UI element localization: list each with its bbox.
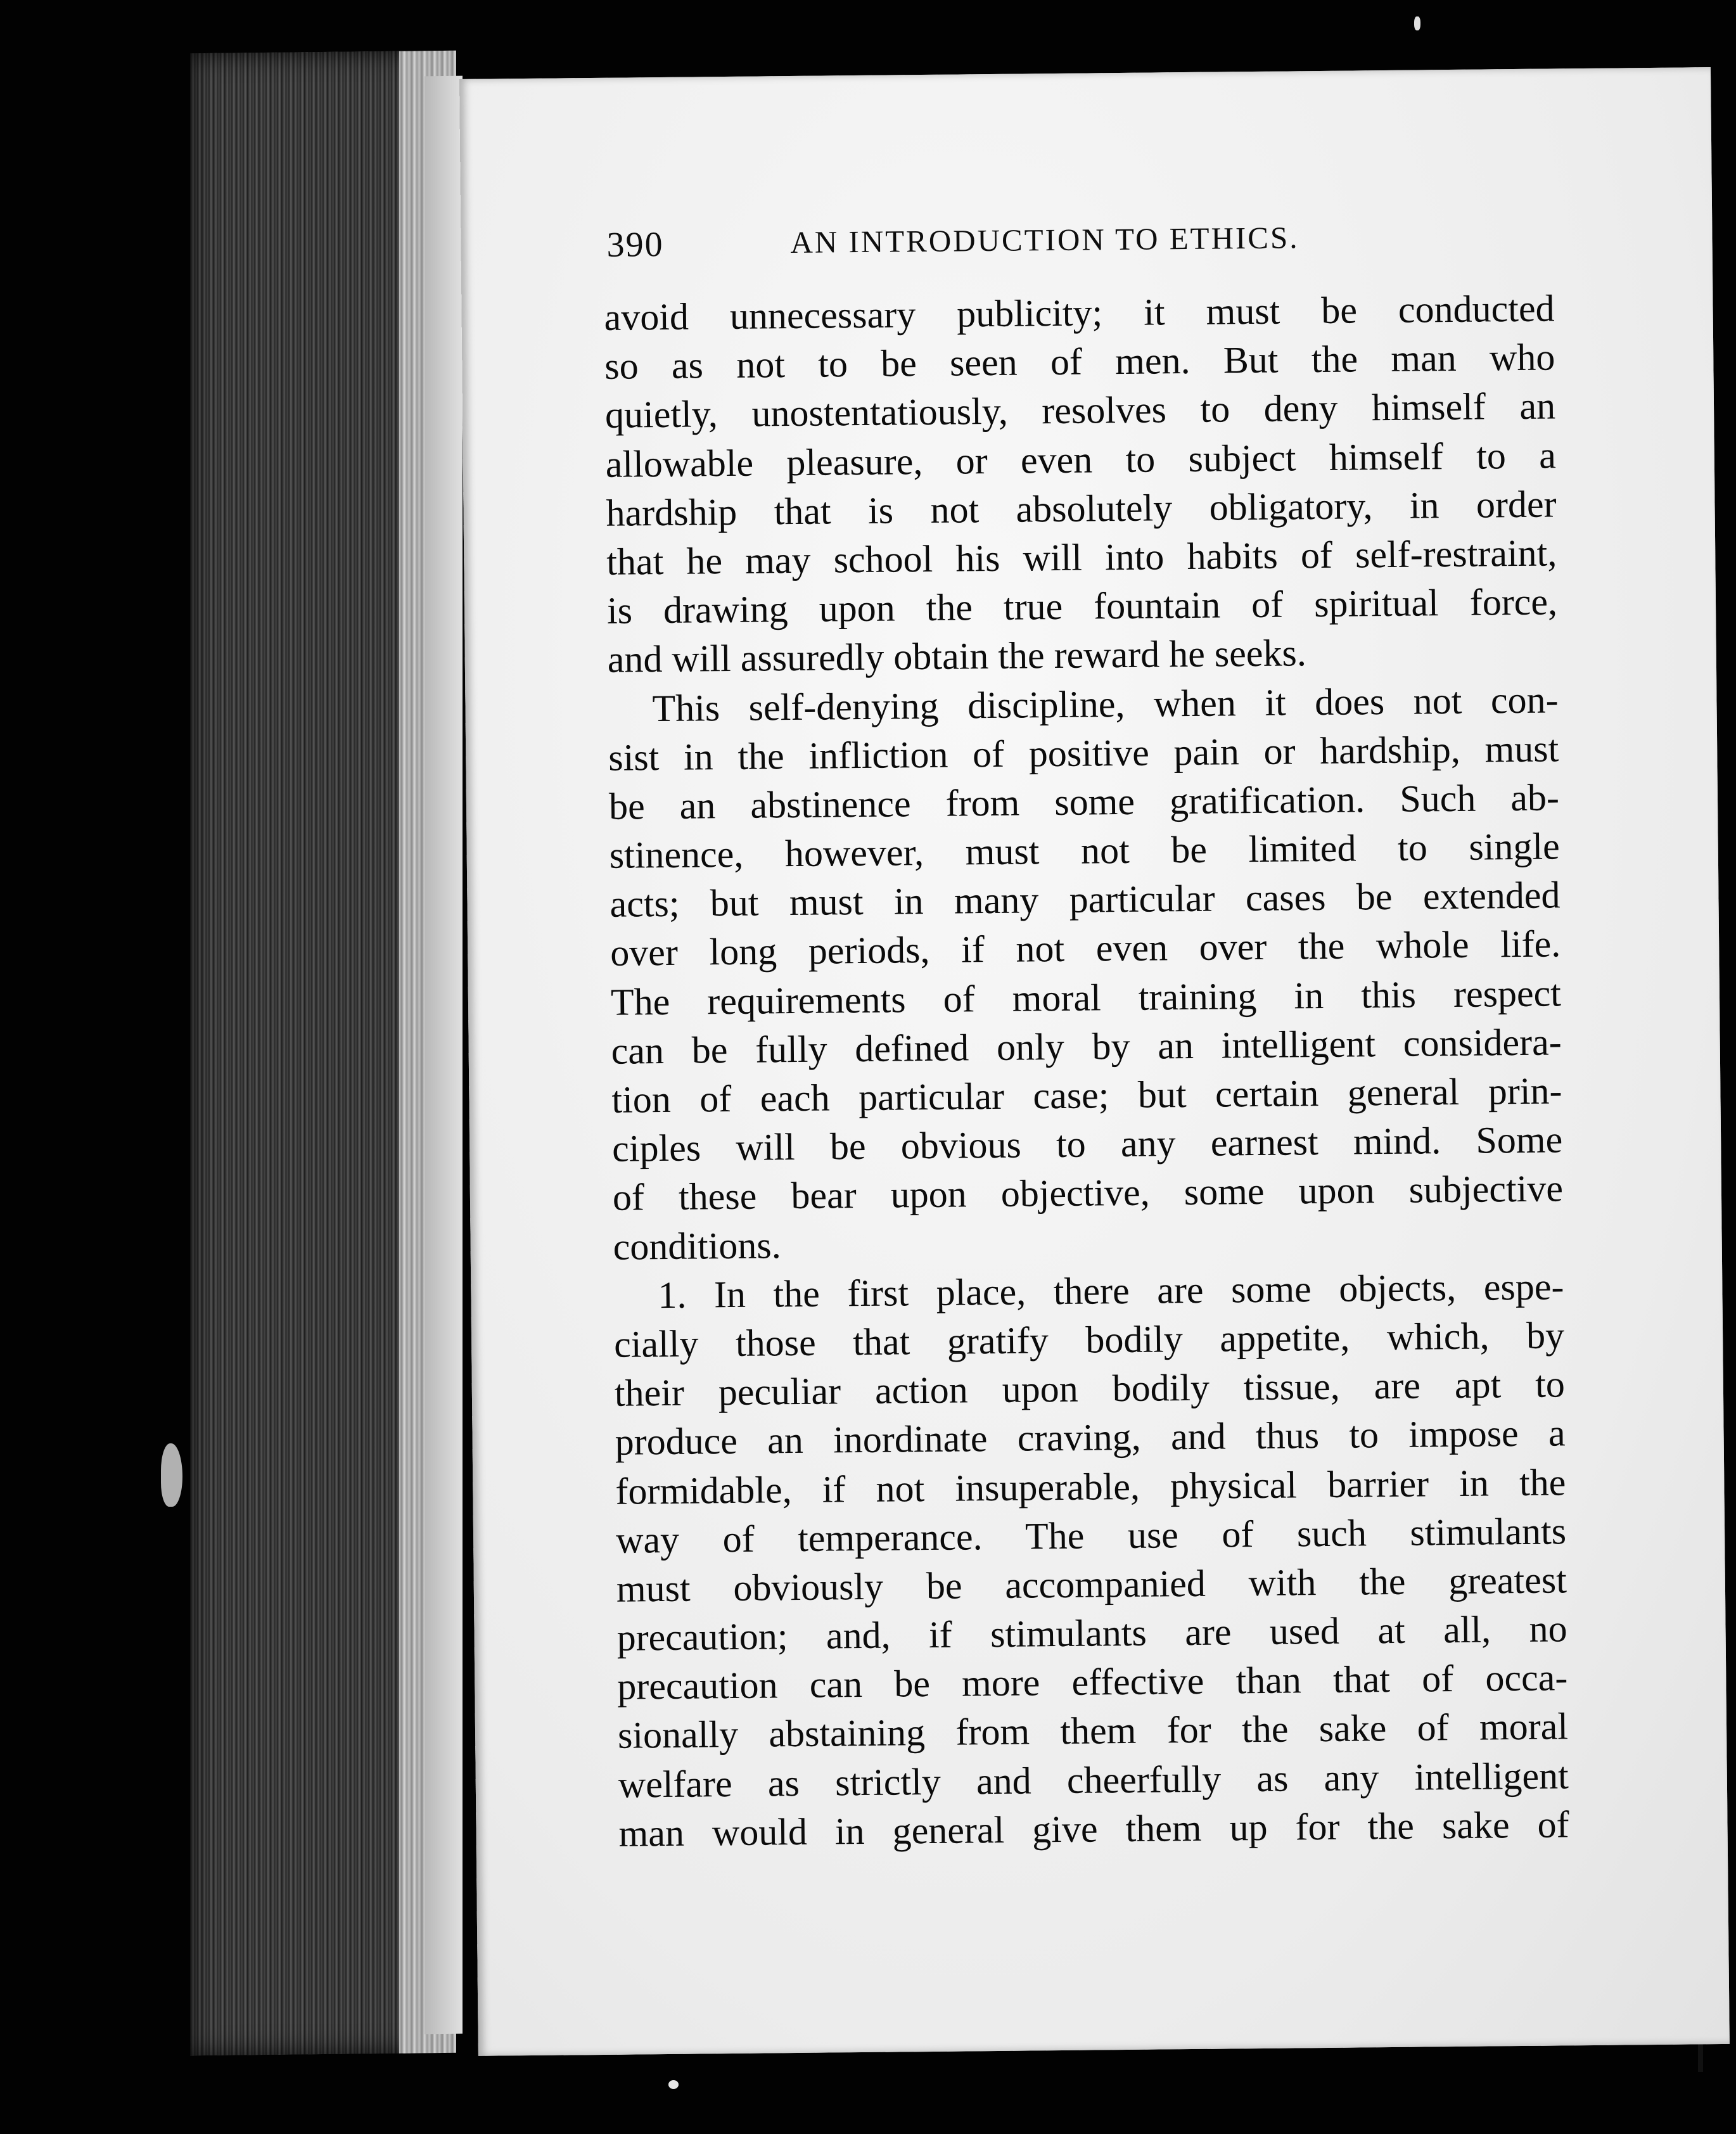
text-line: stinence, however, must not be limited to single: [609, 825, 1560, 876]
scan-speck: [668, 2080, 679, 2089]
text-line: of these bear upon objective, some upon subjective: [612, 1167, 1564, 1219]
text-line: can be fully defined only by an intelligent considera-: [611, 1021, 1562, 1072]
text-line: welfare as strictly and cheerfully as any intelligent: [618, 1754, 1569, 1806]
text-line: tion of each particular case; but certain general prin-: [611, 1070, 1562, 1121]
text-line: precaution; and, if stimulants are used at all, no: [616, 1607, 1567, 1659]
text-line: so as not to be seen of men. But the man who: [604, 336, 1555, 388]
running-head-title: AN INTRODUCTION TO ETHICS.: [790, 220, 1299, 260]
text-line: and will assuredly obtain the reward he seeks.: [607, 632, 1307, 681]
page-number: 390: [606, 224, 664, 265]
text-line: The requirements of moral training in this respect: [610, 972, 1562, 1023]
text-line: their peculiar action upon bodily tissue, are apt to: [614, 1363, 1566, 1414]
text-line: acts; but must in many particular cases be extended: [610, 874, 1560, 926]
text-line: sist in the infliction of positive pain or hardship, must: [608, 727, 1559, 779]
text-line: be an abstinence from some gratification. Such ab-: [608, 776, 1560, 827]
body-text: [604, 284, 1569, 1858]
text-line: is drawing upon the true fountain of spiritual force,: [606, 580, 1558, 632]
scan-speck: [1414, 16, 1420, 30]
text-line: produce an inordinate craving, and thus to impose a: [615, 1412, 1566, 1464]
text-line: allowable pleasure, or even to subject himself to a: [605, 433, 1557, 485]
text-line: precaution can be more effective than that of occa-: [617, 1656, 1568, 1708]
text-line: must obviously be accompanied with the greatest: [616, 1559, 1567, 1610]
text-line: over long periods, if not even over the whole life.: [610, 923, 1561, 974]
text-line: avoid unnecessary publicity; it must be conducted: [604, 287, 1555, 338]
text-line: cially those that gratify bodily appetite, which, by: [613, 1314, 1565, 1365]
text-line: way of temperance. The use of such stimulants: [615, 1510, 1567, 1561]
text-line: quietly, unostentatiously, resolves to deny himself an: [604, 385, 1556, 437]
book-page-edges: [190, 51, 456, 2055]
scan-speck: [161, 1443, 182, 1507]
text-line: ciples will be obvious to any earnest mind. Some: [611, 1118, 1563, 1170]
text-line: hardship that is not absolutely obligatory, in order: [606, 483, 1557, 534]
text-line: that he may school his will into habits of self-restraint,: [606, 532, 1557, 583]
text-line: 1. In the first place, there are some objects, espe-: [658, 1265, 1564, 1316]
page-gutter-edge: [424, 76, 463, 2035]
text-line: This self-denying discipline, when it does not con-: [652, 678, 1559, 729]
text-line: formidable, if not insuperable, physical barrier in the: [615, 1460, 1566, 1512]
running-head: [606, 217, 1462, 276]
text-line: man would in general give them up for the sake of: [618, 1803, 1569, 1855]
text-line: conditions.: [613, 1224, 782, 1268]
text-line: sionally abstaining from them for the sake of moral: [617, 1705, 1569, 1757]
book-page: [459, 67, 1730, 2056]
